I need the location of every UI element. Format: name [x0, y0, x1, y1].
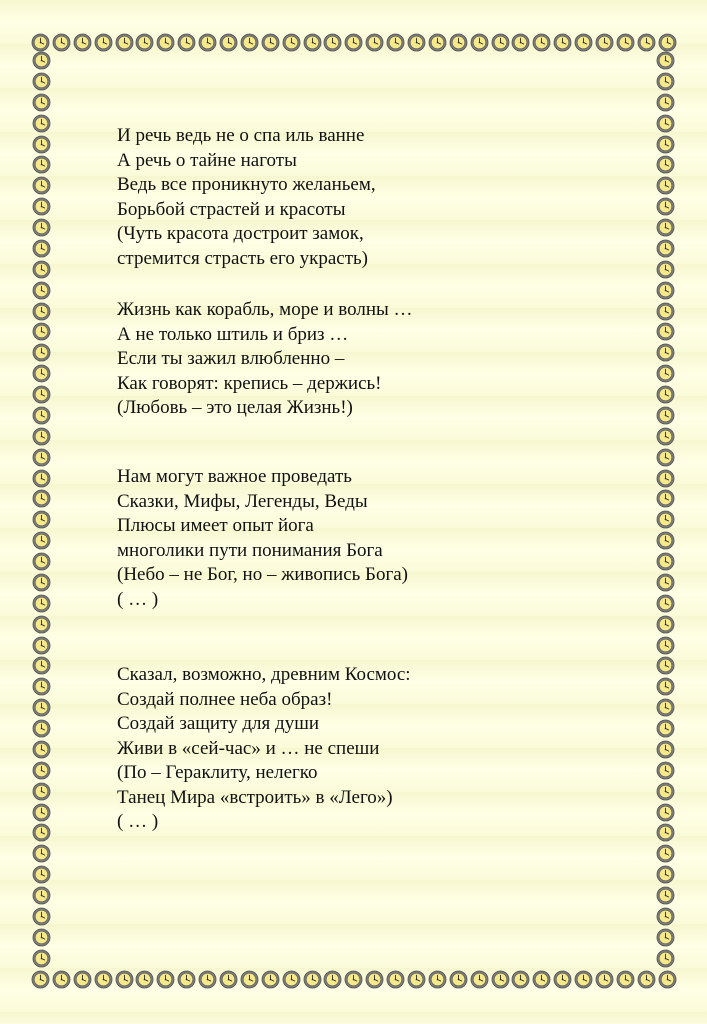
clock-icon — [656, 573, 675, 592]
clock-icon — [637, 33, 656, 52]
clock-icon — [32, 719, 51, 738]
poem-line: Ведь все проникнуто желаньем, — [117, 174, 376, 195]
clock-icon — [32, 239, 51, 258]
clock-icon — [303, 33, 322, 52]
clock-icon — [32, 135, 51, 154]
clock-icon — [31, 970, 50, 989]
clock-icon — [32, 907, 51, 926]
clock-icon — [32, 51, 51, 70]
clock-icon — [32, 886, 51, 905]
clock-icon — [616, 33, 635, 52]
frame-right-border — [656, 51, 676, 968]
poem-line: Плюсы имеет опыт йога — [117, 515, 314, 536]
clock-icon — [658, 970, 677, 989]
clock-icon — [656, 93, 675, 112]
clock-icon — [511, 33, 530, 52]
clock-icon — [595, 970, 614, 989]
clock-icon — [177, 33, 196, 52]
clock-icon — [32, 469, 51, 488]
poem-line: И речь ведь не о спа иль ванне — [117, 125, 365, 146]
clock-icon — [595, 33, 614, 52]
clock-icon — [656, 302, 675, 321]
clock-icon — [656, 949, 675, 968]
clock-icon — [32, 782, 51, 801]
frame-bottom-border — [31, 970, 677, 990]
clock-icon — [656, 865, 675, 884]
clock-icon — [470, 33, 489, 52]
clock-icon — [156, 33, 175, 52]
clock-icon — [616, 970, 635, 989]
clock-icon — [303, 970, 322, 989]
clock-icon — [240, 970, 259, 989]
clock-icon — [32, 615, 51, 634]
clock-icon — [407, 33, 426, 52]
clock-icon — [344, 970, 363, 989]
poem-line: Создай защиту для души — [117, 713, 319, 734]
clock-icon — [491, 33, 510, 52]
clock-icon — [219, 970, 238, 989]
clock-icon — [656, 782, 675, 801]
clock-icon — [656, 385, 675, 404]
clock-icon — [656, 510, 675, 529]
clock-icon — [656, 281, 675, 300]
clock-icon — [656, 698, 675, 717]
clock-icon — [32, 677, 51, 696]
clock-icon — [32, 510, 51, 529]
clock-icon — [32, 865, 51, 884]
clock-icon — [656, 364, 675, 383]
clock-icon — [32, 93, 51, 112]
poem-line: Борьбой страстей и красоты — [117, 198, 346, 220]
poem-line: Сказки, Мифы, Легенды, Веды — [117, 490, 368, 512]
clock-icon — [491, 970, 510, 989]
frame-left-border — [32, 51, 52, 968]
clock-icon — [32, 385, 51, 404]
clock-icon — [32, 343, 51, 362]
poem-line: А речь о тайне наготы — [117, 149, 297, 171]
clock-icon — [32, 698, 51, 717]
clock-icon — [656, 761, 675, 780]
poem-line: многолики пути понимания Бога — [117, 539, 383, 561]
clock-icon — [32, 949, 51, 968]
clock-icon — [532, 33, 551, 52]
clock-icon — [365, 33, 384, 52]
clock-icon — [656, 197, 675, 216]
stanza-3 — [117, 465, 408, 612]
clock-icon — [32, 844, 51, 863]
clock-icon — [32, 260, 51, 279]
clock-icon — [32, 155, 51, 174]
poem-line: стремится страсть его украсть) — [117, 247, 368, 269]
frame-top-border — [31, 33, 677, 53]
clock-icon — [656, 260, 675, 279]
clock-icon — [656, 489, 675, 508]
poem-line: Жизнь как корабль, море и волны … — [117, 299, 413, 320]
clock-icon — [32, 489, 51, 508]
clock-icon — [282, 33, 301, 52]
clock-icon — [32, 594, 51, 613]
clock-icon — [656, 594, 675, 613]
clock-icon — [386, 33, 405, 52]
poem-line: ( … ) — [117, 811, 159, 832]
poem-line: Танец Мира «встроить» в «Лего») — [117, 786, 393, 808]
clock-icon — [32, 218, 51, 237]
stanza-1 — [117, 124, 376, 271]
clock-icon — [656, 239, 675, 258]
poem-line: Живи в «сей-час» и … не спеши — [117, 737, 380, 759]
clock-icon — [240, 33, 259, 52]
poem-line: Если ты зажил влюбленно – — [117, 348, 345, 369]
poem-line: (По – Гераклиту, нелегко — [117, 762, 318, 783]
clock-icon — [261, 970, 280, 989]
clock-icon — [32, 302, 51, 321]
clock-icon — [656, 928, 675, 947]
clock-icon — [344, 33, 363, 52]
poem-line: (Чуть красота достроит замок, — [117, 223, 364, 244]
clock-icon — [656, 656, 675, 675]
poem-line: (Любовь – это целая Жизнь!) — [117, 397, 353, 418]
clock-icon — [94, 33, 113, 52]
clock-icon — [656, 135, 675, 154]
clock-icon — [365, 970, 384, 989]
clock-icon — [32, 114, 51, 133]
clock-icon — [656, 343, 675, 362]
clock-icon — [532, 970, 551, 989]
clock-icon — [656, 448, 675, 467]
clock-icon — [323, 970, 342, 989]
clock-icon — [656, 114, 675, 133]
clock-icon — [656, 886, 675, 905]
clock-icon — [656, 469, 675, 488]
clock-icon — [656, 176, 675, 195]
clock-icon — [656, 72, 675, 91]
stanza-2 — [117, 298, 413, 421]
clock-icon — [73, 33, 92, 52]
clock-icon — [386, 970, 405, 989]
clock-icon — [31, 33, 50, 52]
poem-line: ( … ) — [117, 588, 159, 610]
clock-icon — [323, 33, 342, 52]
clock-icon — [407, 970, 426, 989]
clock-icon — [656, 427, 675, 446]
stanza-4 — [117, 663, 411, 835]
clock-icon — [656, 406, 675, 425]
clock-icon — [32, 427, 51, 446]
clock-icon — [656, 322, 675, 341]
clock-icon — [449, 970, 468, 989]
clock-icon — [656, 552, 675, 571]
clock-icon — [658, 33, 677, 52]
poem-line: Сказал, возможно, древним Космос: — [117, 664, 411, 685]
poem-line: Как говорят: крепись – держись! — [117, 372, 382, 394]
clock-icon — [32, 928, 51, 947]
clock-icon — [156, 970, 175, 989]
clock-icon — [73, 970, 92, 989]
clock-icon — [115, 33, 134, 52]
clock-icon — [32, 448, 51, 467]
clock-icon — [198, 970, 217, 989]
clock-icon — [32, 803, 51, 822]
clock-icon — [32, 364, 51, 383]
clock-icon — [32, 406, 51, 425]
clock-icon — [574, 970, 593, 989]
clock-icon — [32, 322, 51, 341]
clock-icon — [135, 33, 154, 52]
clock-icon — [449, 33, 468, 52]
clock-icon — [32, 573, 51, 592]
clock-icon — [656, 615, 675, 634]
clock-icon — [198, 33, 217, 52]
clock-icon — [261, 33, 280, 52]
clock-icon — [32, 72, 51, 91]
clock-icon — [553, 33, 572, 52]
clock-icon — [94, 970, 113, 989]
clock-icon — [219, 33, 238, 52]
clock-icon — [32, 552, 51, 571]
clock-icon — [656, 803, 675, 822]
clock-icon — [135, 970, 154, 989]
clock-icon — [52, 33, 71, 52]
clock-icon — [32, 531, 51, 550]
clock-icon — [177, 970, 196, 989]
clock-icon — [52, 970, 71, 989]
clock-icon — [656, 823, 675, 842]
poem-line: Создай полнее неба образ! — [117, 688, 333, 710]
clock-icon — [32, 281, 51, 300]
clock-icon — [32, 823, 51, 842]
clock-icon — [656, 677, 675, 696]
clock-icon — [32, 197, 51, 216]
clock-icon — [656, 155, 675, 174]
clock-icon — [282, 970, 301, 989]
poem-line: А не только штиль и бриз … — [117, 323, 349, 345]
clock-icon — [115, 970, 134, 989]
clock-icon — [511, 970, 530, 989]
poem-line: (Небо – не Бог, но – живопись Бога) — [117, 564, 409, 585]
clock-icon — [32, 636, 51, 655]
clock-icon — [656, 51, 675, 70]
clock-icon — [32, 656, 51, 675]
clock-icon — [656, 218, 675, 237]
clock-icon — [656, 907, 675, 926]
clock-icon — [553, 970, 572, 989]
clock-icon — [32, 176, 51, 195]
clock-icon — [428, 33, 447, 52]
clock-icon — [574, 33, 593, 52]
clock-icon — [656, 531, 675, 550]
clock-icon — [656, 844, 675, 863]
poem-line: Нам могут важное проведать — [117, 466, 352, 487]
clock-icon — [656, 636, 675, 655]
clock-icon — [656, 719, 675, 738]
clock-icon — [32, 761, 51, 780]
clock-icon — [32, 740, 51, 759]
clock-icon — [428, 970, 447, 989]
clock-icon — [470, 970, 489, 989]
clock-icon — [656, 740, 675, 759]
clock-icon — [637, 970, 656, 989]
